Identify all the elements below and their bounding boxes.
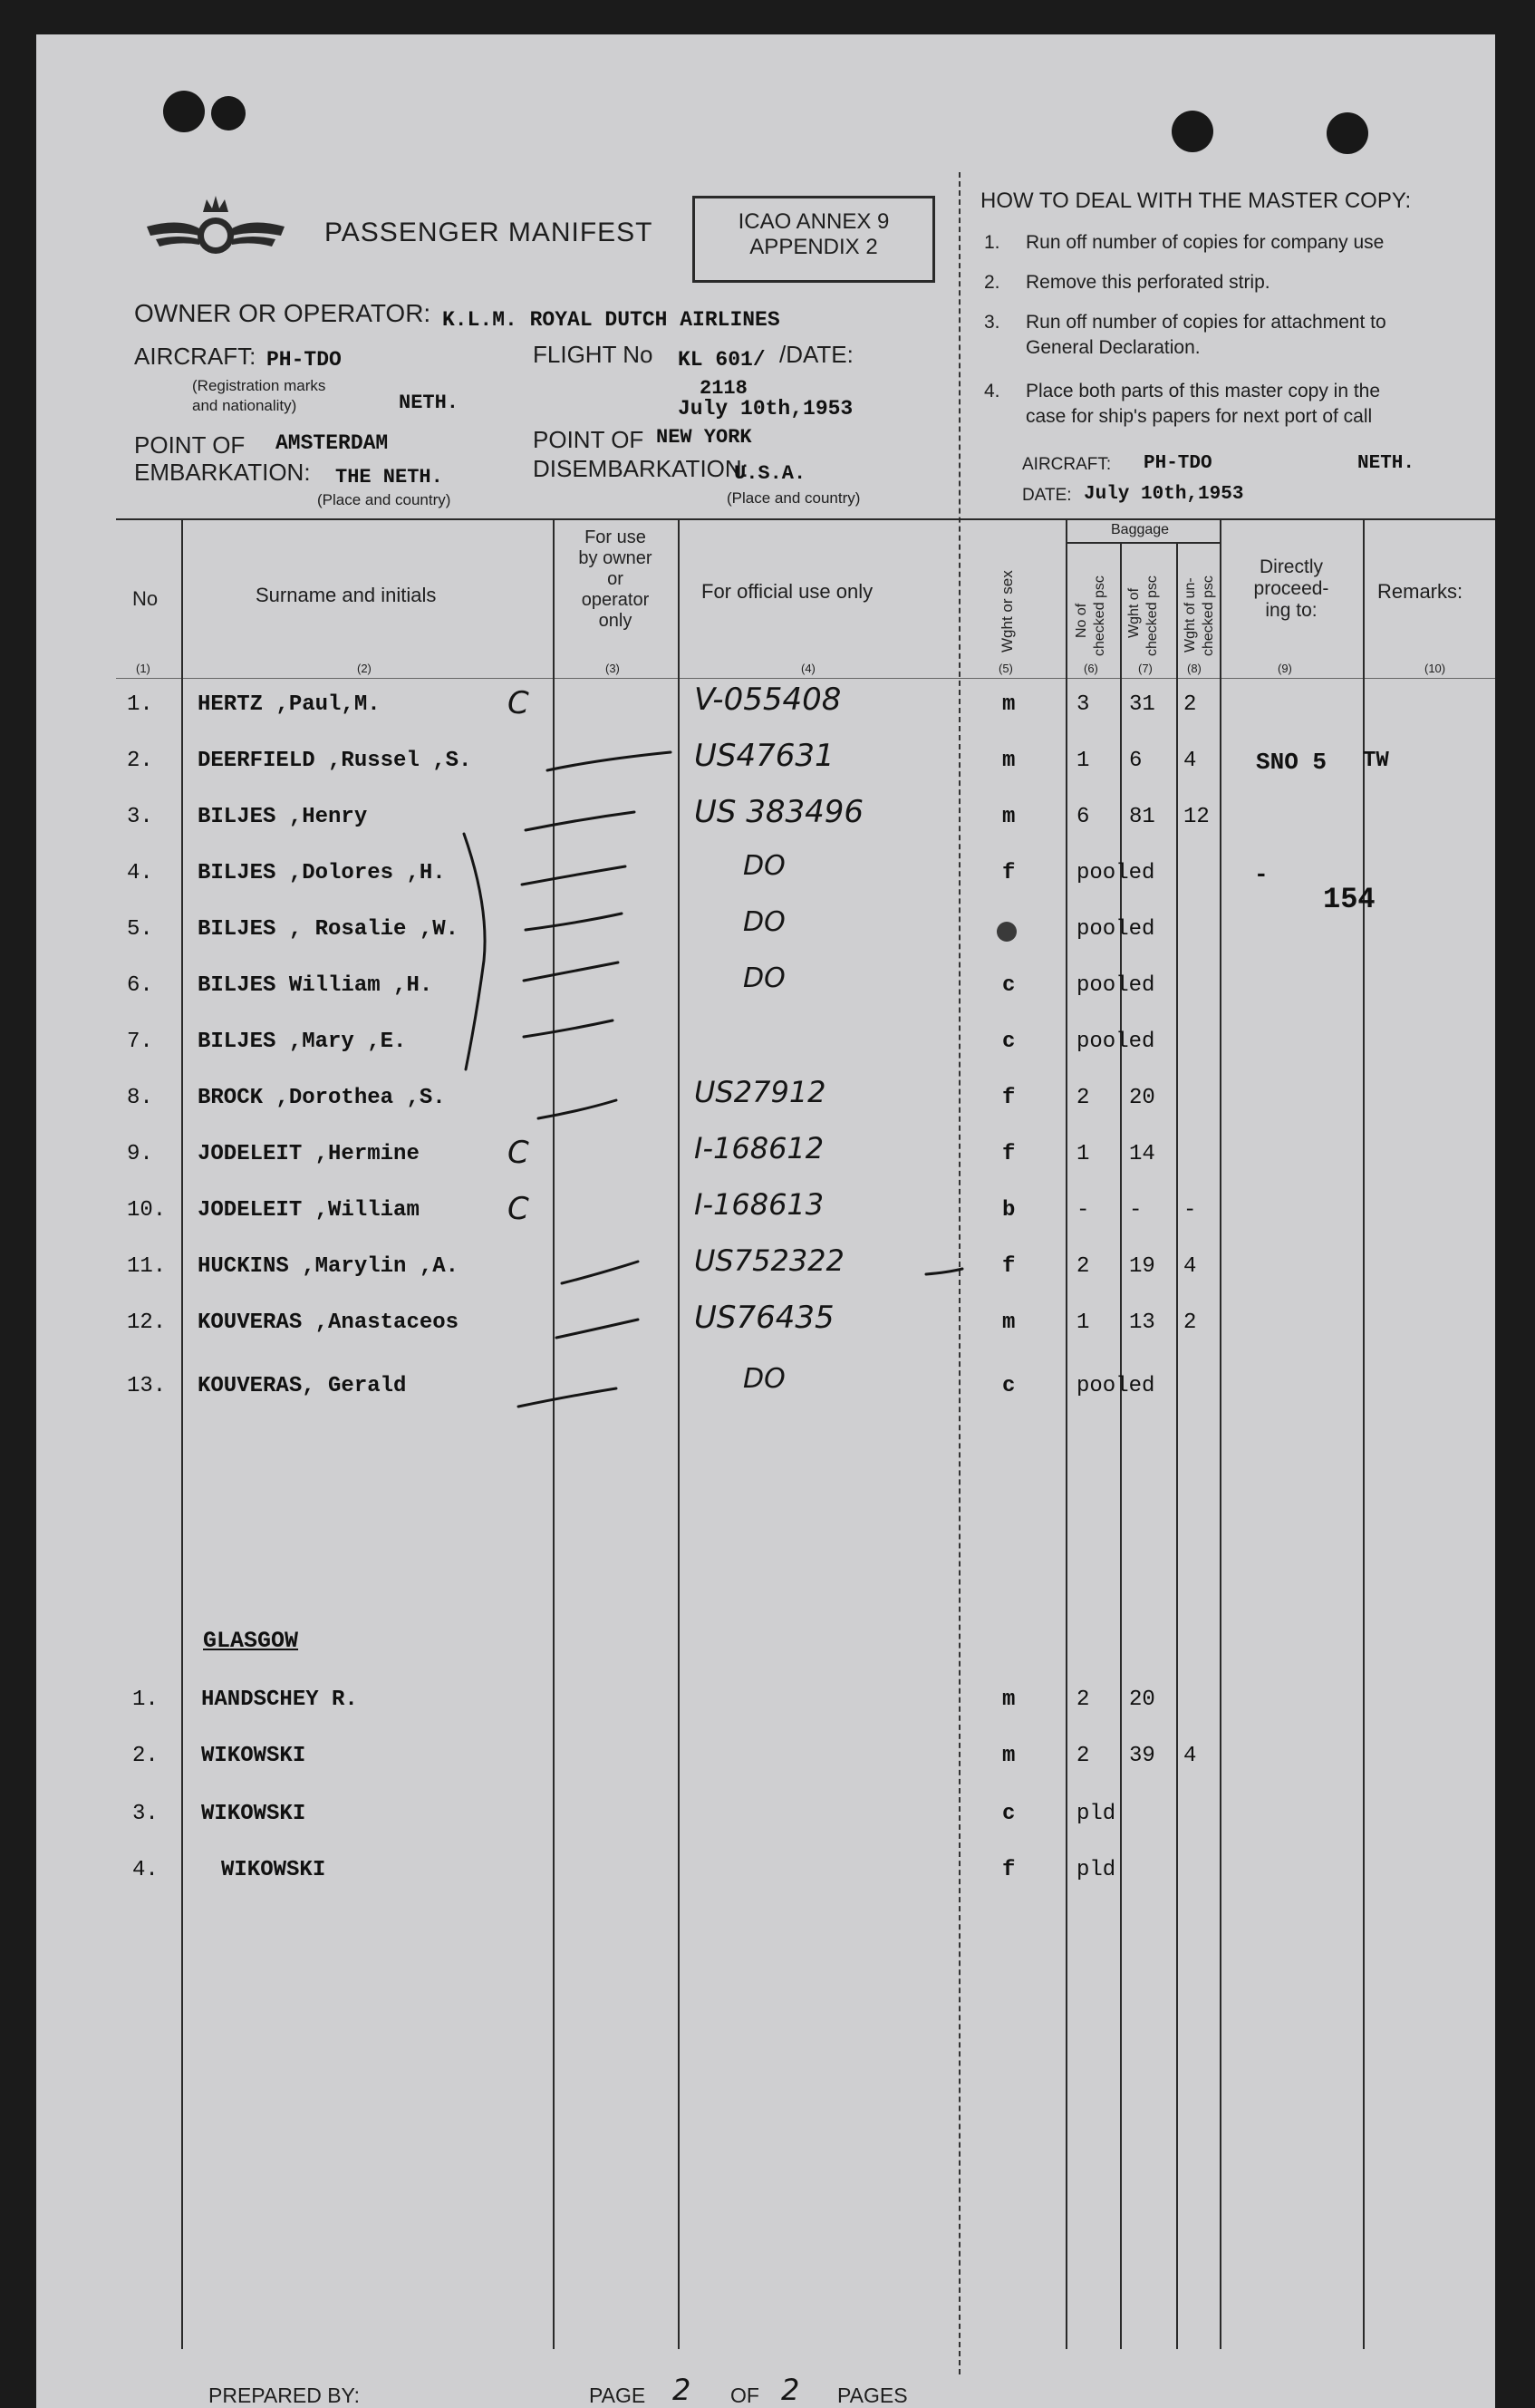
remarks-value: TW [1363, 749, 1389, 773]
passenger-name: WIKOWSKI [201, 1744, 306, 1768]
baggage-weight: 39 [1129, 1744, 1155, 1768]
official-entry: US27912 [694, 1075, 826, 1109]
row-number: 4. [127, 861, 153, 885]
page-label: PAGE [589, 2384, 646, 2407]
aircraft-label: AIRCRAFT: [134, 343, 256, 370]
row-number: 1. [127, 692, 153, 717]
baggage-pieces: 2 [1076, 1688, 1090, 1712]
column-number: (2) [357, 662, 372, 675]
aircraft-sub2: and nationality) [192, 397, 297, 414]
unchecked-weight: 2 [1183, 692, 1197, 717]
col-no-checked-a: No of [1074, 603, 1089, 638]
col-official-header: For official use only [701, 580, 874, 603]
owner-check-mark: C [507, 1135, 529, 1171]
baggage-pieces: 1 [1076, 749, 1090, 773]
wght-or-sex: c [1002, 973, 1016, 998]
owner-use-line: by owner [578, 548, 652, 568]
passenger-name: WIKOWSKI [221, 1858, 326, 1882]
baggage-weight: 81 [1129, 805, 1155, 829]
official-entry: I-168612 [694, 1131, 825, 1165]
proceeding-to: SNO 5 [1256, 749, 1327, 776]
glasgow-heading: GLASGOW [203, 1628, 299, 1654]
baggage-weight: - [1129, 1198, 1143, 1223]
column-number: (10) [1424, 662, 1446, 675]
wght-or-sex: m [1002, 692, 1016, 717]
instruction-number: 2. [984, 272, 1000, 293]
instruction-number: 3. [984, 312, 1000, 333]
of-label: OF [730, 2384, 759, 2407]
icao-line2: APPENDIX 2 [749, 235, 878, 259]
baggage-pieces: 2 [1076, 1744, 1090, 1768]
point-emb-value1: AMSTERDAM [275, 431, 389, 455]
column-number: (7) [1138, 662, 1153, 675]
passenger-name: BILJES , Rosalie ,W. [198, 917, 459, 942]
instruction-text: General Declaration. [1026, 337, 1201, 358]
passenger-name: KOUVERAS ,Anastaceos [198, 1310, 459, 1335]
remarks-value: 154 [1323, 883, 1376, 916]
col-wght-unchecked-b: checked psc [1201, 575, 1216, 656]
row-number: 2. [127, 749, 153, 773]
col-no-checked-b: checked psc [1092, 575, 1107, 656]
passenger-name: JODELEIT ,Hermine [198, 1142, 420, 1166]
baggage-pieces: 2 [1076, 1086, 1090, 1110]
wght-or-sex: f [1002, 1254, 1016, 1279]
wght-or-sex: c [1002, 1030, 1016, 1054]
baggage-weight: 20 [1129, 1086, 1155, 1110]
passenger-name: BILJES ,Dolores ,H. [198, 861, 446, 885]
official-entry: DO [743, 1363, 786, 1395]
unchecked-weight: 4 [1183, 1254, 1197, 1279]
unchecked-weight: - [1183, 1198, 1197, 1223]
column-number: (9) [1278, 662, 1292, 675]
instruction-text: Remove this perforated strip. [1026, 272, 1270, 293]
baggage-pieces: 3 [1076, 692, 1090, 717]
passenger-name: BILJES ,Henry [198, 805, 368, 829]
row-number: 11. [127, 1254, 167, 1279]
passenger-name: DEERFIELD ,Russel ,S. [198, 749, 472, 773]
wght-or-sex: f [1002, 1858, 1016, 1882]
form-title: PASSENGER MANIFEST [324, 218, 653, 247]
mc-date-value: July 10th,1953 [1084, 484, 1244, 505]
instruction-number: 4. [984, 381, 1000, 401]
flight-num2: 2118 [700, 377, 748, 400]
baggage-pieces: 2 [1076, 1254, 1090, 1279]
column-number: (8) [1187, 662, 1202, 675]
owner-check-mark: C [507, 1191, 529, 1227]
owner-use-line: or [607, 569, 623, 589]
row-number: 9. [127, 1142, 153, 1166]
passenger-name: HANDSCHEY R. [201, 1688, 358, 1712]
point-dis-label1: POINT OF [533, 426, 644, 453]
proceeding-to: - [1254, 861, 1269, 888]
official-entry: US47631 [694, 738, 835, 774]
col-no-header: No [132, 587, 159, 610]
col-wght-checked-a: Wght of [1126, 587, 1142, 638]
flight-value: KL 601/ [678, 348, 766, 372]
baggage-weight: 31 [1129, 692, 1155, 717]
column-number: (3) [605, 662, 620, 675]
master-copy-title: HOW TO DEAL WITH THE MASTER COPY: [980, 189, 1412, 213]
row-number: 3. [127, 805, 153, 829]
baggage-pieces: 6 [1076, 805, 1090, 829]
official-entry: US76435 [694, 1300, 835, 1336]
baggage-weight: 6 [1129, 749, 1143, 773]
col-remarks-header: Remarks: [1377, 580, 1463, 603]
owner-use-line: operator [581, 590, 650, 610]
row-number: 5. [127, 917, 153, 942]
row-number: 1. [132, 1688, 159, 1712]
column-number: (6) [1084, 662, 1098, 675]
wght-or-sex: f [1002, 1086, 1016, 1110]
row-number: 3. [132, 1802, 159, 1826]
passenger-name: BILJES ,Mary ,E. [198, 1030, 407, 1054]
wght-or-sex: f [1002, 1142, 1016, 1166]
prepared-by-label: PREPARED BY: [208, 2384, 361, 2407]
official-entry: I-168613 [694, 1187, 825, 1222]
unchecked-weight: 2 [1183, 1310, 1197, 1335]
baggage-pieces: pooled [1076, 973, 1155, 998]
official-entry: US 383496 [694, 794, 864, 830]
baggage-pieces: 1 [1076, 1142, 1090, 1166]
passenger-name: BILJES William ,H. [198, 973, 433, 998]
owner-use-line: For use [584, 527, 646, 547]
instruction-text: Place both parts of this master copy in the [1026, 381, 1381, 401]
mc-aircraft-value: PH-TDO [1144, 453, 1212, 474]
page-number: 2 [672, 2373, 691, 2407]
baggage-pieces: pld [1076, 1802, 1116, 1826]
mc-aircraft-nat: NETH. [1357, 453, 1415, 474]
owner-check-mark: C [507, 685, 529, 721]
col-wght-checked-b: checked psc [1144, 575, 1160, 656]
icao-line1: ICAO ANNEX 9 [738, 209, 890, 234]
wght-or-sex: b [1002, 1198, 1016, 1223]
row-number: 4. [132, 1858, 159, 1882]
wght-or-sex: c [1002, 1802, 1016, 1826]
directly-line: Directly [1259, 556, 1323, 577]
wght-or-sex: m [1002, 1310, 1016, 1335]
baggage-weight: 13 [1129, 1310, 1155, 1335]
baggage-pieces: pooled [1076, 1374, 1155, 1398]
instruction-text: Run off number of copies for attachment to [1026, 312, 1386, 333]
baggage-weight: 14 [1129, 1142, 1155, 1166]
passenger-name: HUCKINS ,Marylin ,A. [198, 1254, 459, 1279]
passenger-name: HERTZ ,Paul,M. [198, 692, 381, 717]
unchecked-weight: 4 [1183, 749, 1197, 773]
column-number: (5) [999, 662, 1013, 675]
wght-or-sex: m [1002, 1688, 1016, 1712]
aircraft-value: PH-TDO [266, 348, 342, 372]
row-number: 12. [127, 1310, 167, 1335]
wght-or-sex: m [1002, 749, 1016, 773]
point-emb-value2: THE NETH. [335, 466, 443, 488]
instruction-text: case for ship's papers for next port of call [1026, 406, 1373, 427]
baggage-pieces: pooled [1076, 1030, 1155, 1054]
point-dis-label2: DISEMBARKATION: [533, 455, 748, 482]
col-surname-header: Surname and initials [256, 584, 437, 606]
date-value: July 10th,1953 [678, 397, 854, 421]
owner-value: K.L.M. ROYAL DUTCH AIRLINES [442, 308, 780, 332]
nationality-value: NETH. [399, 392, 459, 414]
baggage-weight: 19 [1129, 1254, 1155, 1279]
instruction-text: Run off number of copies for company use [1026, 232, 1385, 253]
col-wght-unchecked-a: Wght of un- [1183, 577, 1198, 653]
unchecked-weight: 4 [1183, 1744, 1197, 1768]
owner-label: OWNER OR OPERATOR: [134, 299, 431, 327]
row-number: 10. [127, 1198, 167, 1223]
flight-label: FLIGHT No [533, 341, 653, 368]
row-number: 2. [132, 1744, 159, 1768]
directly-line: ing to: [1265, 600, 1318, 621]
official-entry: US752322 [694, 1243, 845, 1278]
owner-use-line: only [598, 611, 632, 631]
place-country-2: (Place and country) [727, 489, 861, 507]
wght-or-sex: m [1002, 805, 1016, 829]
pages-label: PAGES [837, 2384, 908, 2407]
official-entry: DO [743, 906, 786, 938]
official-entry: DO [743, 962, 786, 994]
instruction-number: 1. [984, 232, 1000, 253]
wght-or-sex: f [1002, 861, 1016, 885]
column-number: (1) [136, 662, 150, 675]
point-dis-value1: NEW YORK [656, 426, 752, 449]
point-dis-value2: U.S.A. [734, 462, 806, 485]
passenger-name: KOUVERAS, Gerald [198, 1374, 407, 1398]
baggage-pieces: 1 [1076, 1310, 1090, 1335]
baggage-pieces: pooled [1076, 861, 1155, 885]
baggage-header: Baggage [1111, 522, 1170, 537]
official-entry: DO [743, 850, 786, 882]
baggage-pieces: - [1076, 1198, 1090, 1223]
column-number: (4) [801, 662, 816, 675]
date-label: /DATE: [779, 341, 854, 368]
mc-aircraft-label: AIRCRAFT: [1022, 455, 1112, 474]
unchecked-weight: 12 [1183, 805, 1210, 829]
mc-date-label: DATE: [1022, 486, 1072, 505]
place-country-1: (Place and country) [317, 491, 451, 508]
row-number: 8. [127, 1086, 153, 1110]
point-emb-label2: EMBARKATION: [134, 459, 311, 486]
point-emb-label1: POINT OF [134, 431, 246, 459]
baggage-pieces: pld [1076, 1858, 1116, 1882]
aircraft-sub1: (Registration marks [192, 377, 326, 394]
row-number: 13. [127, 1374, 167, 1398]
official-entry: V-055408 [694, 682, 842, 718]
wght-or-sex: m [1002, 1744, 1016, 1768]
page-total: 2 [781, 2373, 800, 2407]
row-number: 7. [127, 1030, 153, 1054]
passenger-name: BROCK ,Dorothea ,S. [198, 1086, 446, 1110]
directly-line: proceed- [1253, 578, 1329, 599]
baggage-pieces: pooled [1076, 917, 1155, 942]
wght-or-sex: c [1002, 1374, 1016, 1398]
row-number: 6. [127, 973, 153, 998]
passenger-name: WIKOWSKI [201, 1802, 306, 1826]
baggage-weight: 20 [1129, 1688, 1155, 1712]
col-wght-sex-header: Wght or sex [999, 570, 1016, 653]
passenger-name: JODELEIT ,William [198, 1198, 420, 1223]
